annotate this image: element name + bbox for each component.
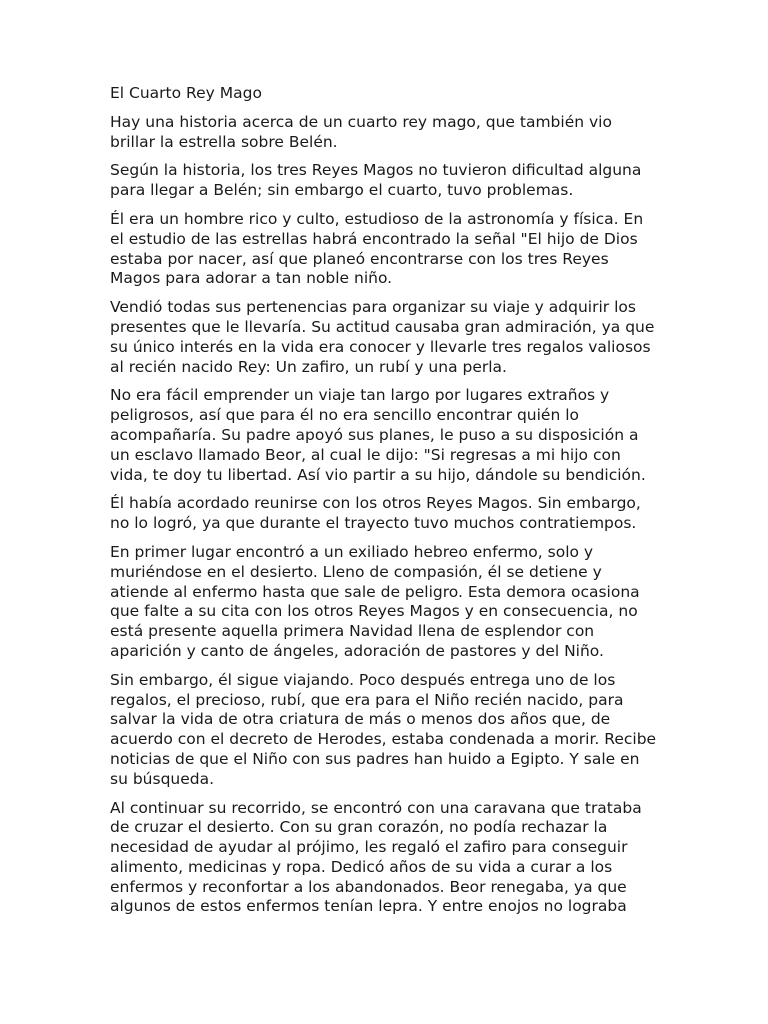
paragraph: Él era un hombre rico y culto, estudioso de la astronomía y física. En el estudio de las estrellas habrá encontrado la señal "El hijo de Dios estaba por nacer, así que planeó encontrarse con los tres Reyes Magos para adorar a tan noble niño. [110, 209, 644, 288]
paragraph: Sin embargo, él sigue viajando. Poco después entrega uno de los regalos, el precioso, rubí, que era para el Niño recién nacido, para salvar la vida de otra criatura de más o menos dos años que, de acuerdo con el decreto de Herodes, estaba condenada a morir. Recibe noticias de que el Niño con sus padres han huido a Egipto. Y sale en su búsqueda. [110, 670, 657, 788]
paragraph: Hay una historia acerca de un cuarto rey mago, que también vio brillar la estrella sobre Belén. [110, 112, 612, 151]
paragraph: Vendió todas sus pertenencias para organizar su viaje y adquirir los presentes que le llevaría. Su actitud causaba gran admiración, ya que su único interés en la vida era conocer y llevarle tres regalos valiosos al recién nacido Rey: Un zafiro, un rubí y una perla. [110, 298, 655, 376]
paragraph: Él había acordado reunirse con los otros Reyes Magos. Sin embargo, no lo logró, ya que durante el trayecto tuvo muchos contratiempos. [110, 494, 641, 533]
document-body [110, 84, 658, 926]
paragraph: En primer lugar encontró a un exiliado hebreo enfermo, solo y muriéndose en el desierto. Lleno de compasión, él se detiene y atiende al enfermo hasta que sale de peligro. Esta demora ocasiona que falte a su cita con los otros Reyes Magos y en consecuencia, no está presente aquella primera Navidad llena de esplendor con aparición y canto de ángeles, adoración de pastores y del Niño. [110, 542, 640, 660]
paragraph: Según la historia, los tres Reyes Magos no tuvieron dificultad alguna para llegar a Belén; sin embargo el cuarto, tuvo problemas. [110, 161, 642, 200]
document-title: El Cuarto Rey Mago [110, 84, 262, 102]
paragraph: Al continuar su recorrido, se encontró con una caravana que trataba de cruzar el desierto. Con su gran corazón, no podía rechazar la necesidad de ayudar al prójimo, les regaló el zafiro para conseguir alimento, medicinas y ropa. Dedicó años de su vida a curar a los enfermos y reconfortar a los abandonados. Beor renegaba, ya que algunos de estos enfermos tenían lepra. Y entre enojos no lograba [110, 798, 642, 916]
paragraph: No era fácil emprender un viaje tan largo por lugares extraños y peligrosos, así que para él no era sencillo encontrar quién lo acompañaría. Su padre apoyó sus planes, le puso a su disposición a un esclavo llamado Beor, al cual le dijo: "Si regresas a mi hijo con vida, te doy tu libertad. Así vio partir a su hijo, dándole su bendición. [110, 386, 646, 484]
